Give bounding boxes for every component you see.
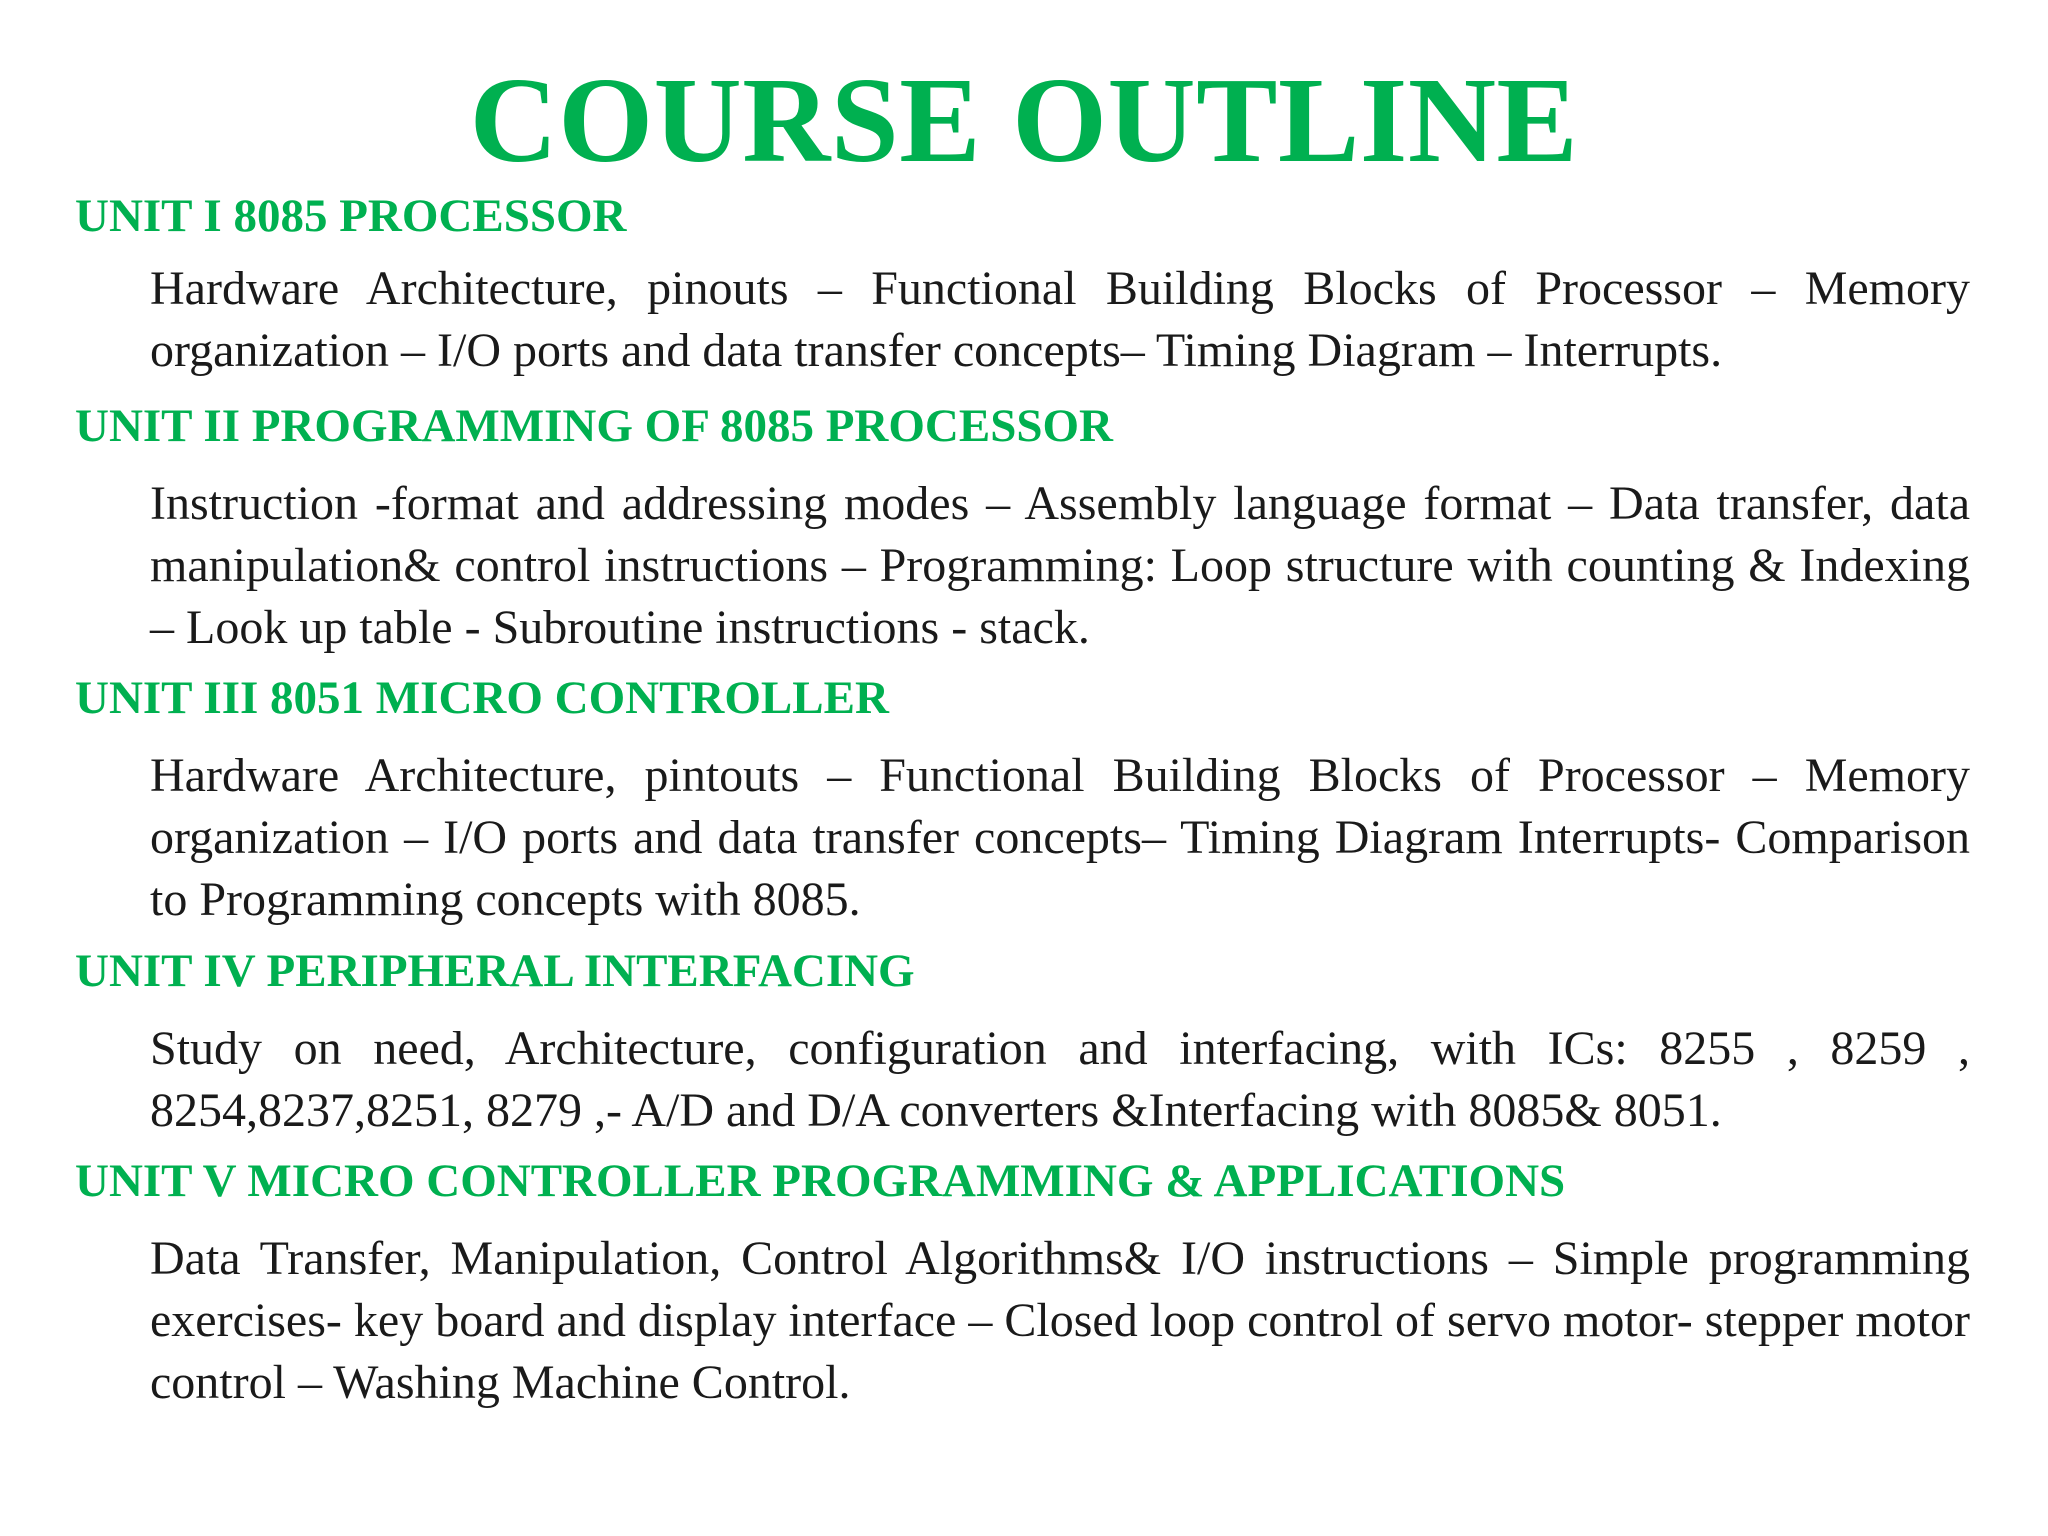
unit-heading: UNIT I 8085 PROCESSOR [75,190,627,242]
unit-description: Data Transfer, Manipulation, Control Algorithms& I/O instructions – Simple programming exercises- key board and display interface – Closed loop control of servo motor- stepper motor control – Washing Machine Control. [150,1232,1970,1409]
unit-heading: UNIT II PROGRAMMING OF 8085 PROCESSOR [75,400,1113,452]
unit-description: Hardware Architecture, pintouts – Functional Building Blocks of Processor – Memory organization – I/O ports and data transfer concepts– Timing Diagram Interrupts- Comparison to Programming concepts with 8085. [150,749,1970,926]
unit-heading: UNIT IV PERIPHERAL INTERFACING [75,945,915,997]
unit-heading: UNIT V MICRO CONTROLLER PROGRAMMING & APPLICATIONS [75,1155,1566,1207]
unit-description: Instruction -format and addressing modes – Assembly language format – Data transfer, data manipulation& control instructions – Programming: Loop structure with counting & Indexing – Look up table - Subroutine instructions - stack. [150,477,1970,654]
unit-description: Hardware Architecture, pinouts – Functional Building Blocks of Processor – Memory organization – I/O ports and data transfer concepts– Timing Diagram – Interrupts. [150,262,1970,377]
unit-heading: UNIT III 8051 MICRO CONTROLLER [75,672,889,724]
page-title: COURSE OUTLINE [469,53,1579,188]
unit-description: Study on need, Architecture, configuration and interfacing, with ICs: 8255 , 8259 , 8254,8237,8251, 8279 ,- A/D and D/A converters &Interfacing with 8085& 8051. [150,1022,1970,1137]
